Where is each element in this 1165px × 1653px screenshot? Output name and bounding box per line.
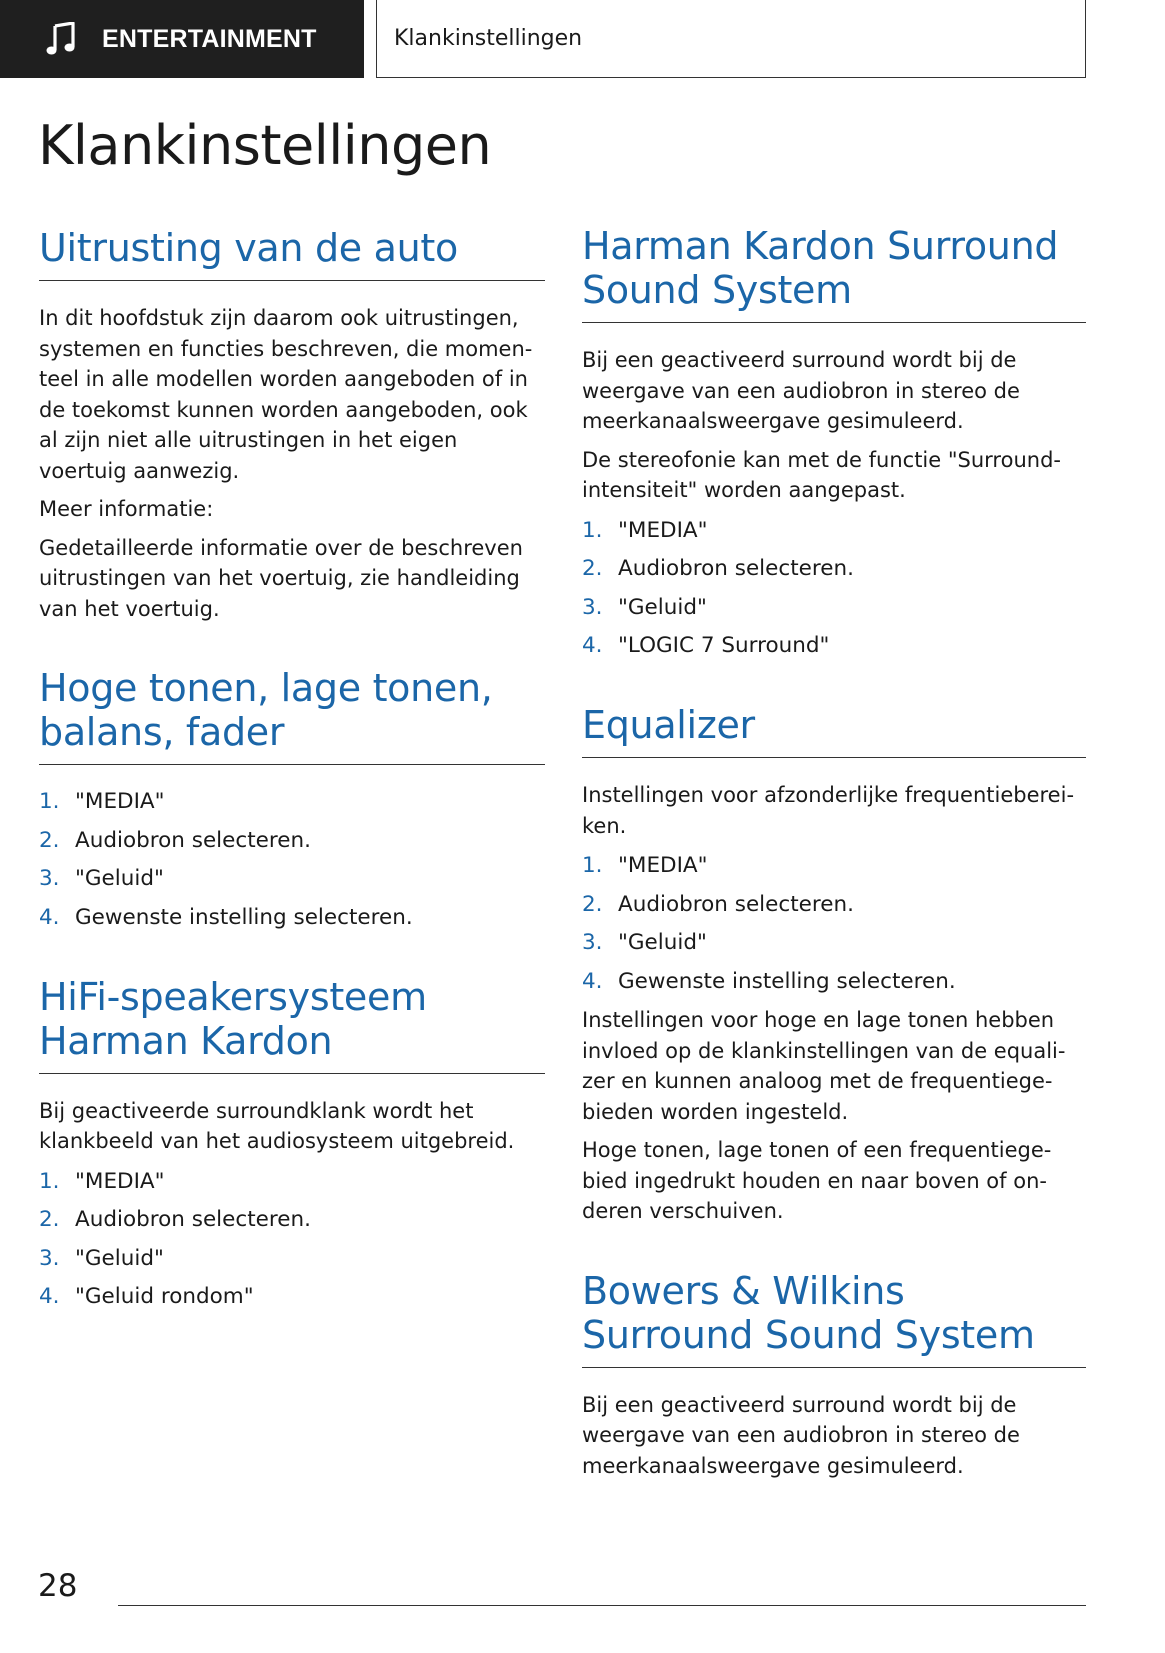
step-item [582,631,1086,661]
paragraph: Meer informatie: [39,497,214,521]
step-number: 1. [39,1168,60,1194]
paragraph: Bij een geactiveerd surround wordt bij de weergave van een audiobron in stereo de meerkanaalsweergave gesimuleerd. [582,1392,1020,1478]
step-text: "MEDIA" [618,853,708,878]
step-item [39,864,545,894]
section-heading: HiFi-speakersysteem Harman Kardon [39,975,545,1074]
step-text: "Geluid" [75,1245,164,1271]
section-tone-balance [39,666,545,933]
step-text: Audiobron selecteren. [75,827,311,853]
step-item [39,1282,545,1312]
step-item [39,903,545,933]
step-item [39,787,545,817]
step-text: "MEDIA" [75,1168,165,1194]
step-item [39,1244,545,1274]
step-text: "LOGIC 7 Surround" [618,633,830,658]
step-text: "Geluid" [618,930,707,955]
section-label: Klankinstellingen [394,26,583,51]
step-number: 1. [39,789,60,814]
paragraph: De stereofonie kan met de functie "Surround-intensiteit" worden aangepast. [582,447,1061,502]
step-text: Audiobron selecteren. [618,556,854,581]
step-number: 3. [582,594,603,620]
step-number: 1. [582,853,603,878]
step-item [582,928,1086,958]
chapter-label: ENTERTAINMENT [102,24,317,53]
step-text: "Geluid" [618,594,707,620]
section-hifi-speakers [39,975,545,1313]
section-equalizer [582,703,1086,1227]
page-title: Klankinstellingen [38,114,492,177]
step-number: 3. [39,1245,60,1271]
chapter-tab [0,0,364,78]
paragraph: Instellingen voor hoge en lage tonen hebben invloed op de klankinstellingen van de equalizer en kunnen analoog met de frequentiegebieden worden ingesteld. [582,1008,1066,1124]
paragraph: Bij geactiveerde surroundklank wordt het klankbeeld van het audiosysteem uitgebreid. [39,1098,515,1153]
page-number: 28 [38,1568,78,1604]
section-heading: Equalizer [582,703,1086,758]
step-text: Gewenste instelling selecteren. [618,968,956,994]
left-column [39,226,545,1354]
section-header [376,0,1086,78]
step-text: "MEDIA" [75,789,165,814]
step-item [582,516,1086,546]
step-number: 3. [39,866,60,891]
step-number: 4. [582,633,603,658]
step-text: Audiobron selecteren. [75,1207,311,1232]
step-text: "Geluid rondom" [75,1284,254,1309]
step-text: Audiobron selecteren. [618,891,854,917]
step-list [39,1167,545,1313]
step-number: 4. [39,1284,60,1309]
step-item [582,967,1086,997]
step-number: 2. [582,556,603,581]
step-item [582,554,1086,584]
step-list [39,787,545,933]
step-list [582,851,1086,997]
step-item [582,890,1086,920]
section-heading: Hoge tonen, lage tonen, balans, fader [39,666,545,765]
step-number: 2. [39,827,60,853]
step-item [582,593,1086,623]
step-number: 1. [582,517,603,543]
step-text: Gewenste instelling selecteren. [75,904,413,930]
music-note-icon [46,22,76,56]
paragraph: Bij een geactiveerd surround wordt bij de weergave van een audiobron in stereo de meerkanaalsweergave gesimuleerd. [582,348,1020,433]
paragraph: Gedetailleerde informatie over de beschreven uitrustingen van het voertuig, zie handleiding van het voertuig. [39,535,523,621]
section-equipment [39,226,545,624]
section-bowers-wilkins [582,1269,1086,1482]
section-heading: Harman Kardon Surround Sound System [582,224,1086,323]
footer-divider [118,1605,1086,1606]
step-number: 4. [582,968,603,994]
paragraph: Hoge tonen, lage tonen of een frequentiegebied ingedrukt houden en naar boven of onderen verschuiven. [582,1138,1052,1223]
step-item [39,1167,545,1197]
step-item [39,826,545,856]
step-text: "MEDIA" [618,517,708,543]
step-list [582,516,1086,662]
section-harman-surround [582,224,1086,661]
step-item [582,851,1086,881]
step-number: 2. [582,891,603,917]
section-heading: Uitrusting van de auto [39,226,545,281]
paragraph: Instellingen voor afzonderlijke frequentiebereiken. [582,783,1075,838]
step-number: 2. [39,1207,60,1232]
paragraph: In dit hoofdstuk zijn daarom ook uitrustingen, systemen en functies beschreven, die momenteel in alle modellen worden aangeboden of in de toekomst kunnen worden aangeboden, ook al zijn niet alle uitrustingen in het eigen voertuig aanwezig. [39,306,533,483]
right-column [582,224,1086,1523]
step-item [39,1205,545,1235]
step-number: 4. [39,904,60,930]
section-heading: Bowers & Wilkins Surround Sound System [582,1269,1086,1368]
step-text: "Geluid" [75,866,164,891]
step-number: 3. [582,930,603,955]
